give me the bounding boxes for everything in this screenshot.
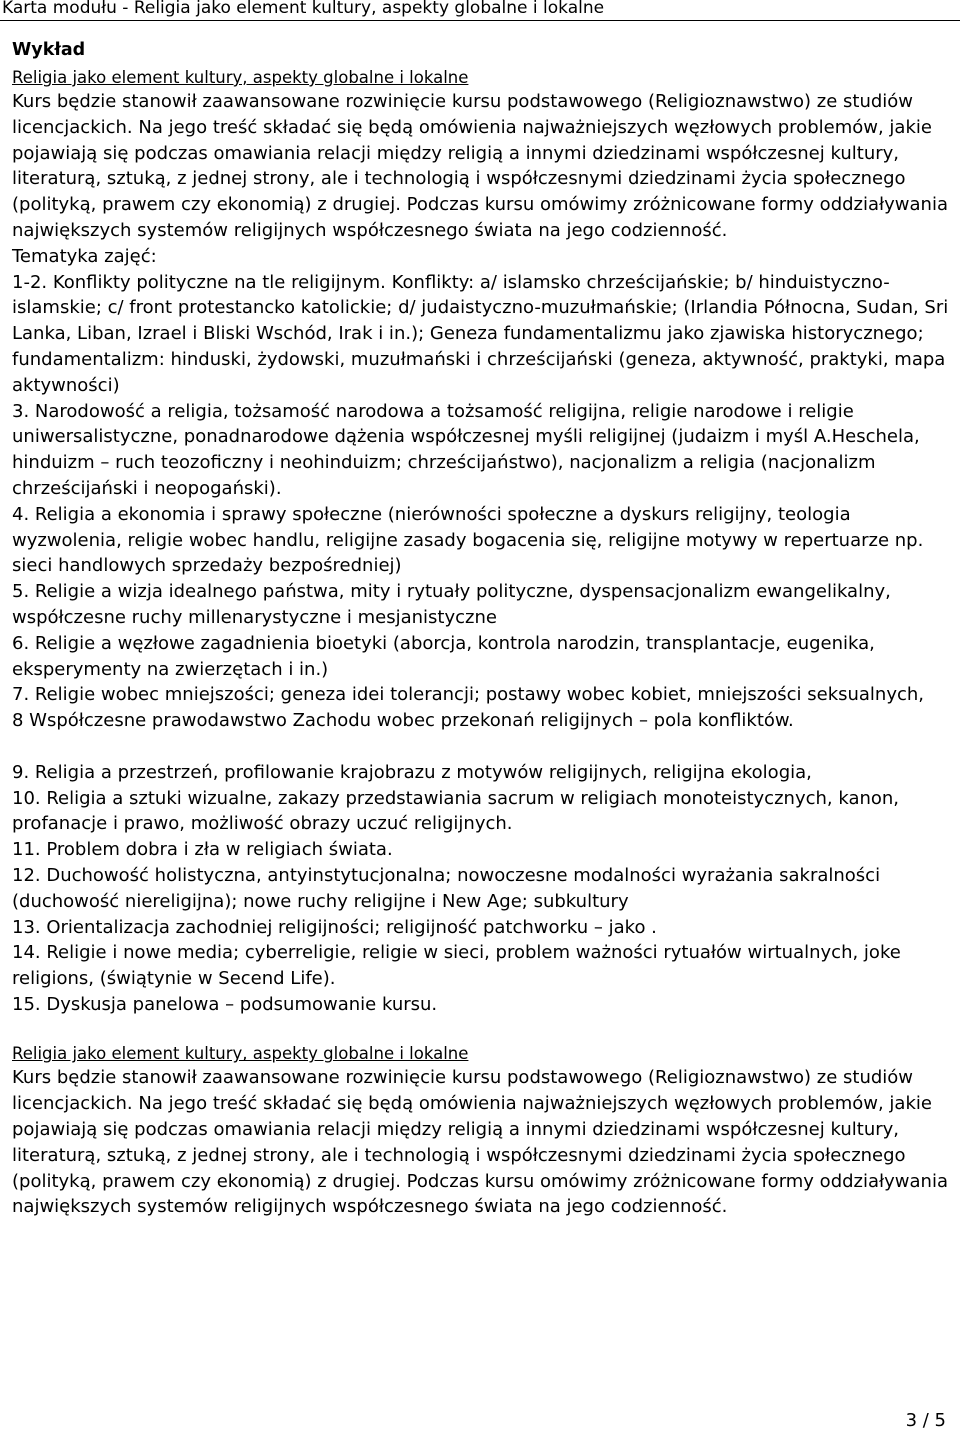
- topic-item: 15. Dyskusja panelowa – podsumowanie kursu.: [12, 993, 438, 1015]
- header-divider: [0, 20, 960, 21]
- spacer: [12, 734, 952, 760]
- topic-item: 13. Orientalizacja zachodniej religijności; religijność patchworku – jako .: [12, 916, 657, 938]
- course-title-link-repeat[interactable]: Religia jako element kultury, aspekty globalne i lokalne: [12, 1044, 469, 1064]
- course-description: Kurs będzie stanowił zaawansowane rozwinięcie kursu podstawowego (Religioznawstwo) ze studiów licencjackich. Na jego treść składać się będą omówienia najważniejszych węzłowych problemów, jakie pojawiają się podczas omawiania relacji między religią a innymi dziedzinami współczesnej kultury, literaturą, sztuką, z jednej strony, ale i technologią i współczesnymi dziedzinami życia społecznego (polityką, prawem czy ekonomią) z drugiej. Podczas kursu omówimy zróżnicowane formy oddziaływania największych systemów religijnych współczesnego świata na jego codzienność.: [12, 91, 948, 241]
- header-title: Karta modułu - Religia jako element kultury, aspekty globalne i lokalne: [2, 0, 605, 18]
- topic-item: 4. Religia a ekonomia i sprawy społeczne (nierówności społeczne a dyskurs religijny, teologia wyzwolenia, religie wobec handlu, religijne zasady bogacenia się, religijne motywy w repertuarze np. sieci handlowych sprzedaży bezpośredniej): [12, 503, 924, 577]
- topic-item: 14. Religie i nowe media; cyberreligie, religie w sieci, problem ważności rytuałów wirtualnych, joke religions, (świątynie w Secend Life).: [12, 942, 901, 990]
- course-title-link[interactable]: Religia jako element kultury, aspekty globalne i lokalne: [12, 68, 469, 87]
- page-header: [0, 0, 960, 22]
- document-content: [12, 39, 952, 1220]
- topic-item: 9. Religia a przestrzeń, profilowanie krajobrazu z motywów religijnych, religijna ekologia,: [12, 761, 812, 783]
- course-description-repeat: Kurs będzie stanowił zaawansowane rozwinięcie kursu podstawowego (Religioznawstwo) ze studiów licencjackich. Na jego treść składać się będą omówienia najważniejszych węzłowych problemów, jakie pojawiają się podczas omawiania relacji między religią a innymi dziedzinami współczesnej kultury, literaturą, sztuką, z jednej strony, ale i technologią i współczesnymi dziedzinami życia społecznego (polityką, prawem czy ekonomią) z drugiej. Podczas kursu omówimy zróżnicowane formy oddziaływania największych systemów religijnych współczesnego świata na jego codzienność.: [12, 1067, 948, 1218]
- topic-item: 10. Religia a sztuki wizualne, zakazy przedstawiania sacrum w religiach monoteistycznych, kanon, profanacje i prawo, możliwość obrazy uczuć religijnych.: [12, 787, 900, 835]
- section-heading: Wykład: [12, 40, 86, 60]
- page-number: 3 / 5: [905, 1410, 946, 1431]
- topic-item: 3. Narodowość a religia, tożsamość narodowa a tożsamość religijna, religie narodowe i religie uniwersalistyczne, ponadnarodowe dążenia współczesnej myśli religijnej (judaizm i myśl A.Heschela, hinduizm – ruch teozoficzny i neohinduizm; chrześcijaństwo), nacjonalizm a religia (nacjonalizm chrześcijański i neopogański).: [12, 400, 920, 499]
- topic-item: 11. Problem dobra i zła w religiach świata.: [12, 839, 393, 861]
- topic-item: 5. Religie a wizja idealnego państwa, mity i rytuały polityczne, dyspensacjonalizm ewangelikalny, współczesne ruchy millenarystyczne i mesjanistyczne: [12, 581, 891, 628]
- topics-label: Tematyka zajęć:: [12, 245, 157, 267]
- spacer: [12, 1018, 952, 1044]
- topic-item: 7. Religie wobec mniejszości; geneza idei tolerancji; postawy wobec kobiet, mniejszości seksualnych,: [12, 684, 925, 706]
- topic-item: 12. Duchowość holistyczna, antyinstytucjonalna; nowoczesne modalności wyrażania sakralności (duchowość niereligijna); nowe ruchy religijne i New Age; subkultury: [12, 864, 881, 912]
- topic-item: 6. Religie a węzłowe zagadnienia bioetyki (aborcja, kontrola narodzin, transplantacje, eugenika, eksperymenty na zwierzętach i in.): [12, 632, 875, 680]
- topic-item: 8 Współczesne prawodawstwo Zachodu wobec przekonań religijnych – pola konfliktów.: [12, 710, 794, 732]
- topic-item: 1-2. Konflikty polityczne na tle religijnym. Konflikty: a/ islamsko chrześcijańskie; b/ hinduistyczno-islamskie; c/ front protestancko katolickie; d/ judaistyczno-muzułmańskie; (Irlandia Północna, Sudan, Sri Lanka, Liban, Izrael i Bliski Wschód, Irak i in.); Geneza fundamentalizmu jako zjawiska historycznego; fundamentalizm: hinduski, żydowski, muzułmański i chrześcijański (geneza, aktywność, praktyki, mapa aktywności): [12, 271, 949, 396]
